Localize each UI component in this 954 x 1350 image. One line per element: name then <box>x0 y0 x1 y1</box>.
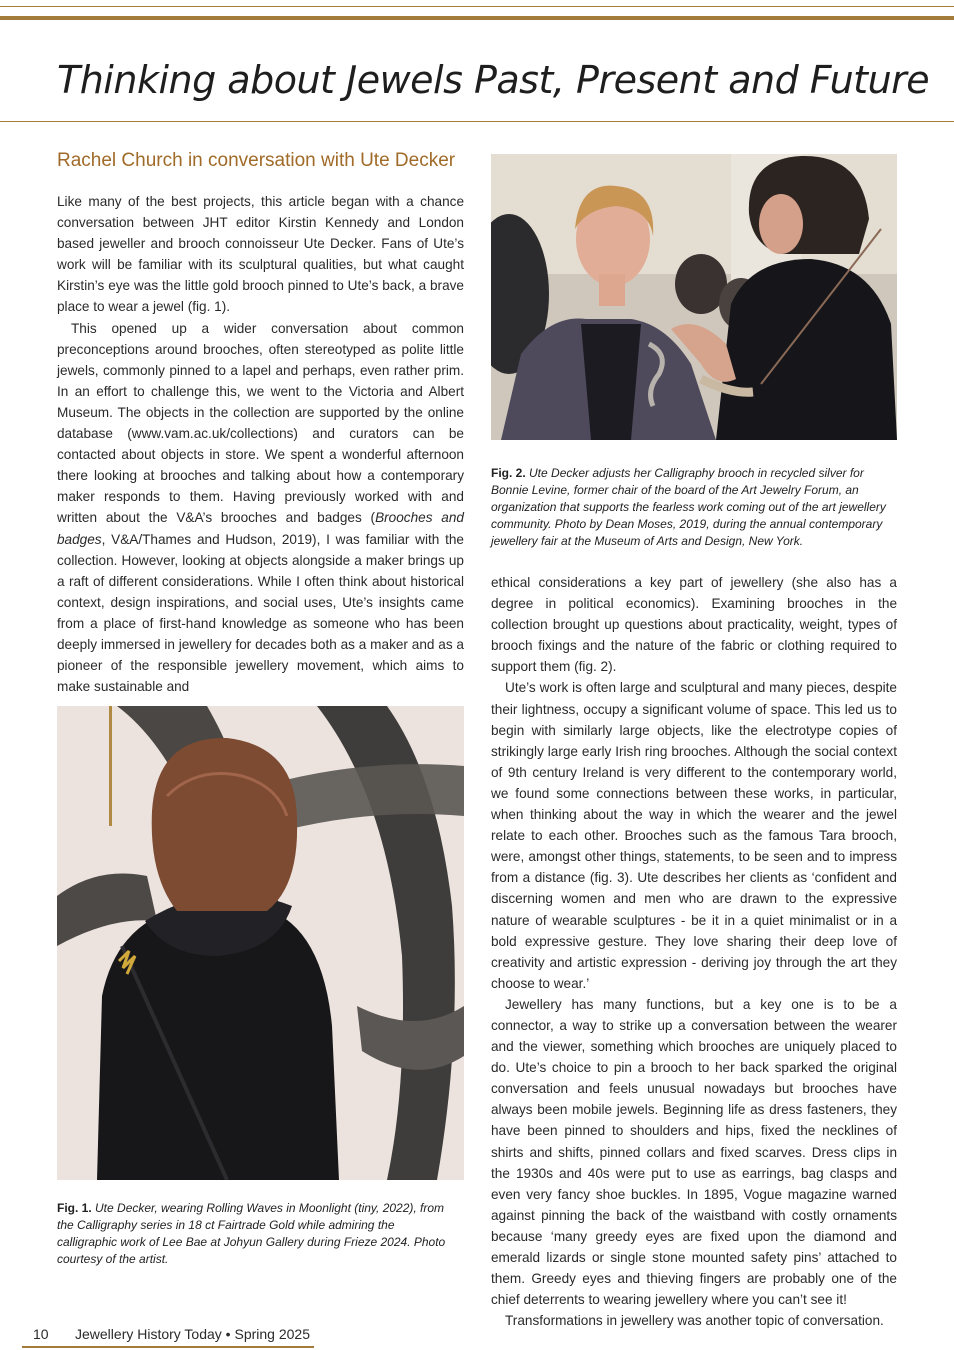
article-title: Thinking about Jewels Past, Present and Future <box>57 58 930 102</box>
paragraph: Jewellery has many functions, but a key one is to be a connector, a way to strike up a conversation between the wearer and the viewer, something which brooches are uniquely placed to do. Ute’s choice to pin a brooch to her back sparked the original conversation and feels unusual nowadays but brooches have always been mobile jewels. Beginning life as dress fasteners, they have been pinned to shoulders and hips, fixed the necklines of shirts and shifts, pinned collars and fixed scarves. Dress clips in the 1930s and 40s were put to use as earrings, bag clasps and even very fancy shoe buckles. In 1895, Vogue magazine warned against pinning the back of the waistband with costly ornaments because ‘many greedy eyes are fixed upon the diamond and emerald lizards or single stone mounted safety pins’ attached to them. Greedy eyes and thieving fingers are probably one of the chief deterrents to wearing jewellery where you can’t see it! <box>491 996 897 1308</box>
right-column-text <box>491 572 897 1331</box>
fig1-caption <box>57 1200 457 1268</box>
publication-name: Jewellery History Today • Spring 2025 <box>75 1326 310 1342</box>
left-column-text <box>57 191 464 697</box>
paragraph: Like many of the best projects, this article began with a chance conversation between JHT editor Kirstin Kennedy and London based jeweller and brooch connoisseur Ute Decker. Fans of Ute’s work will be familiar with its sculptural qualities, but what caught Kirstin’s eye was the little gold brooch pinned to Ute’s back, a brave place to wear a jewel (fig. 1). <box>57 194 464 315</box>
fig1-photo <box>57 706 464 1180</box>
paragraph: Ute’s work is often large and sculptural and many pieces, despite their lightness, occupy a significant volume of space. This led us to begin with similarly large objects, like the electrotype copies of strikingly large early Irish ring brooches. Although the social context of 9th century Ireland is very different to the contemporary world, we found some connections between these works, in particular, when thinking about the way in which the wearer and the jewel relate to each other. Brooches such as the famous Tara brooch, were, amongst other things, statements, to be seen and to impress from a distance (fig. 3). Ute describes her clients as ‘confident and discerning women and men who are drawn to the expressive nature of wearable sculptures - be it in a quiet minimalist or in a bold expressive gesture. They love sharing their deep love of creativity and artistic expression - deriving joy through the art they choose to wear.’ <box>491 680 897 991</box>
paragraph: ethical considerations a key part of jewellery (she also has a degree in political economics). Examining brooches in the collection brought up questions about practicality, weight, types of brooch fixings and the nature of the fabric or clothing required to support them (fig. 2). <box>491 575 897 675</box>
footer-rule <box>22 1346 314 1348</box>
paragraph <box>57 318 464 698</box>
fig2-label: Fig. 2. <box>491 466 526 480</box>
article-subtitle: Rachel Church in conversation with Ute Decker <box>57 150 456 171</box>
page-number: 10 <box>33 1326 49 1342</box>
title-rule <box>0 121 954 122</box>
fig1-label: Fig. 1. <box>57 1201 92 1215</box>
fig2-caption <box>491 465 897 550</box>
paragraph-text: This opened up a wider conversation about common preconceptions around brooches, often stereotyped as polite little jewels, commonly pinned to a lapel and perhaps, even rather prim. In an effort to challenge this, we went to the Victoria and Albert Museum. The objects in the collection are supported by the online database (www.vam.ac.uk/collections) and curators can be contacted about objects in store. We spent a wonderful afternoon there looking at brooches and talking about how a contemporary maker responds to them. Having previously worked with and written about the V&A’s brooches and badges ( <box>57 320 464 526</box>
paragraph-text: , V&A/Thames and Hudson, 2019), I was familiar with the collection. However, looking at objects alongside a maker brings up a raft of different considerations. While I often think about historical context, design inspirations, and social uses, Ute’s insights came from a place of first-hand knowledge as someone who has been deeply immersed in jewellery for decades both as a maker and as a pioneer of the responsible jewellery movement, which aims to make sustainable and <box>57 531 464 695</box>
fig2-photo <box>491 154 897 440</box>
paragraph: Transformations in jewellery was another topic of conversation. <box>505 1313 884 1329</box>
top-rule-thin <box>0 6 954 7</box>
fig2-caption-text: Ute Decker adjusts her Calligraphy brooch in recycled silver for Bonnie Levine, former chair of the board of the Art Jewelry Forum, an organization that supports the fearless work coming out of the art jewellery community. Photo by Dean Moses, 2019, during the annual contemporary jewellery fair at the Museum of Arts and Design, New York. <box>491 466 886 548</box>
top-rule-thick <box>0 16 954 20</box>
book-title: Brooches and badges <box>57 510 464 547</box>
fig1-caption-text: Ute Decker, wearing Rolling Waves in Moonlight (tiny, 2022), from the Calligraphy series in 18 ct Fairtrade Gold while admiring the calligraphic work of Lee Bae at Johyun Gallery during Frieze 2024. Photo courtesy of the artist. <box>57 1201 446 1266</box>
